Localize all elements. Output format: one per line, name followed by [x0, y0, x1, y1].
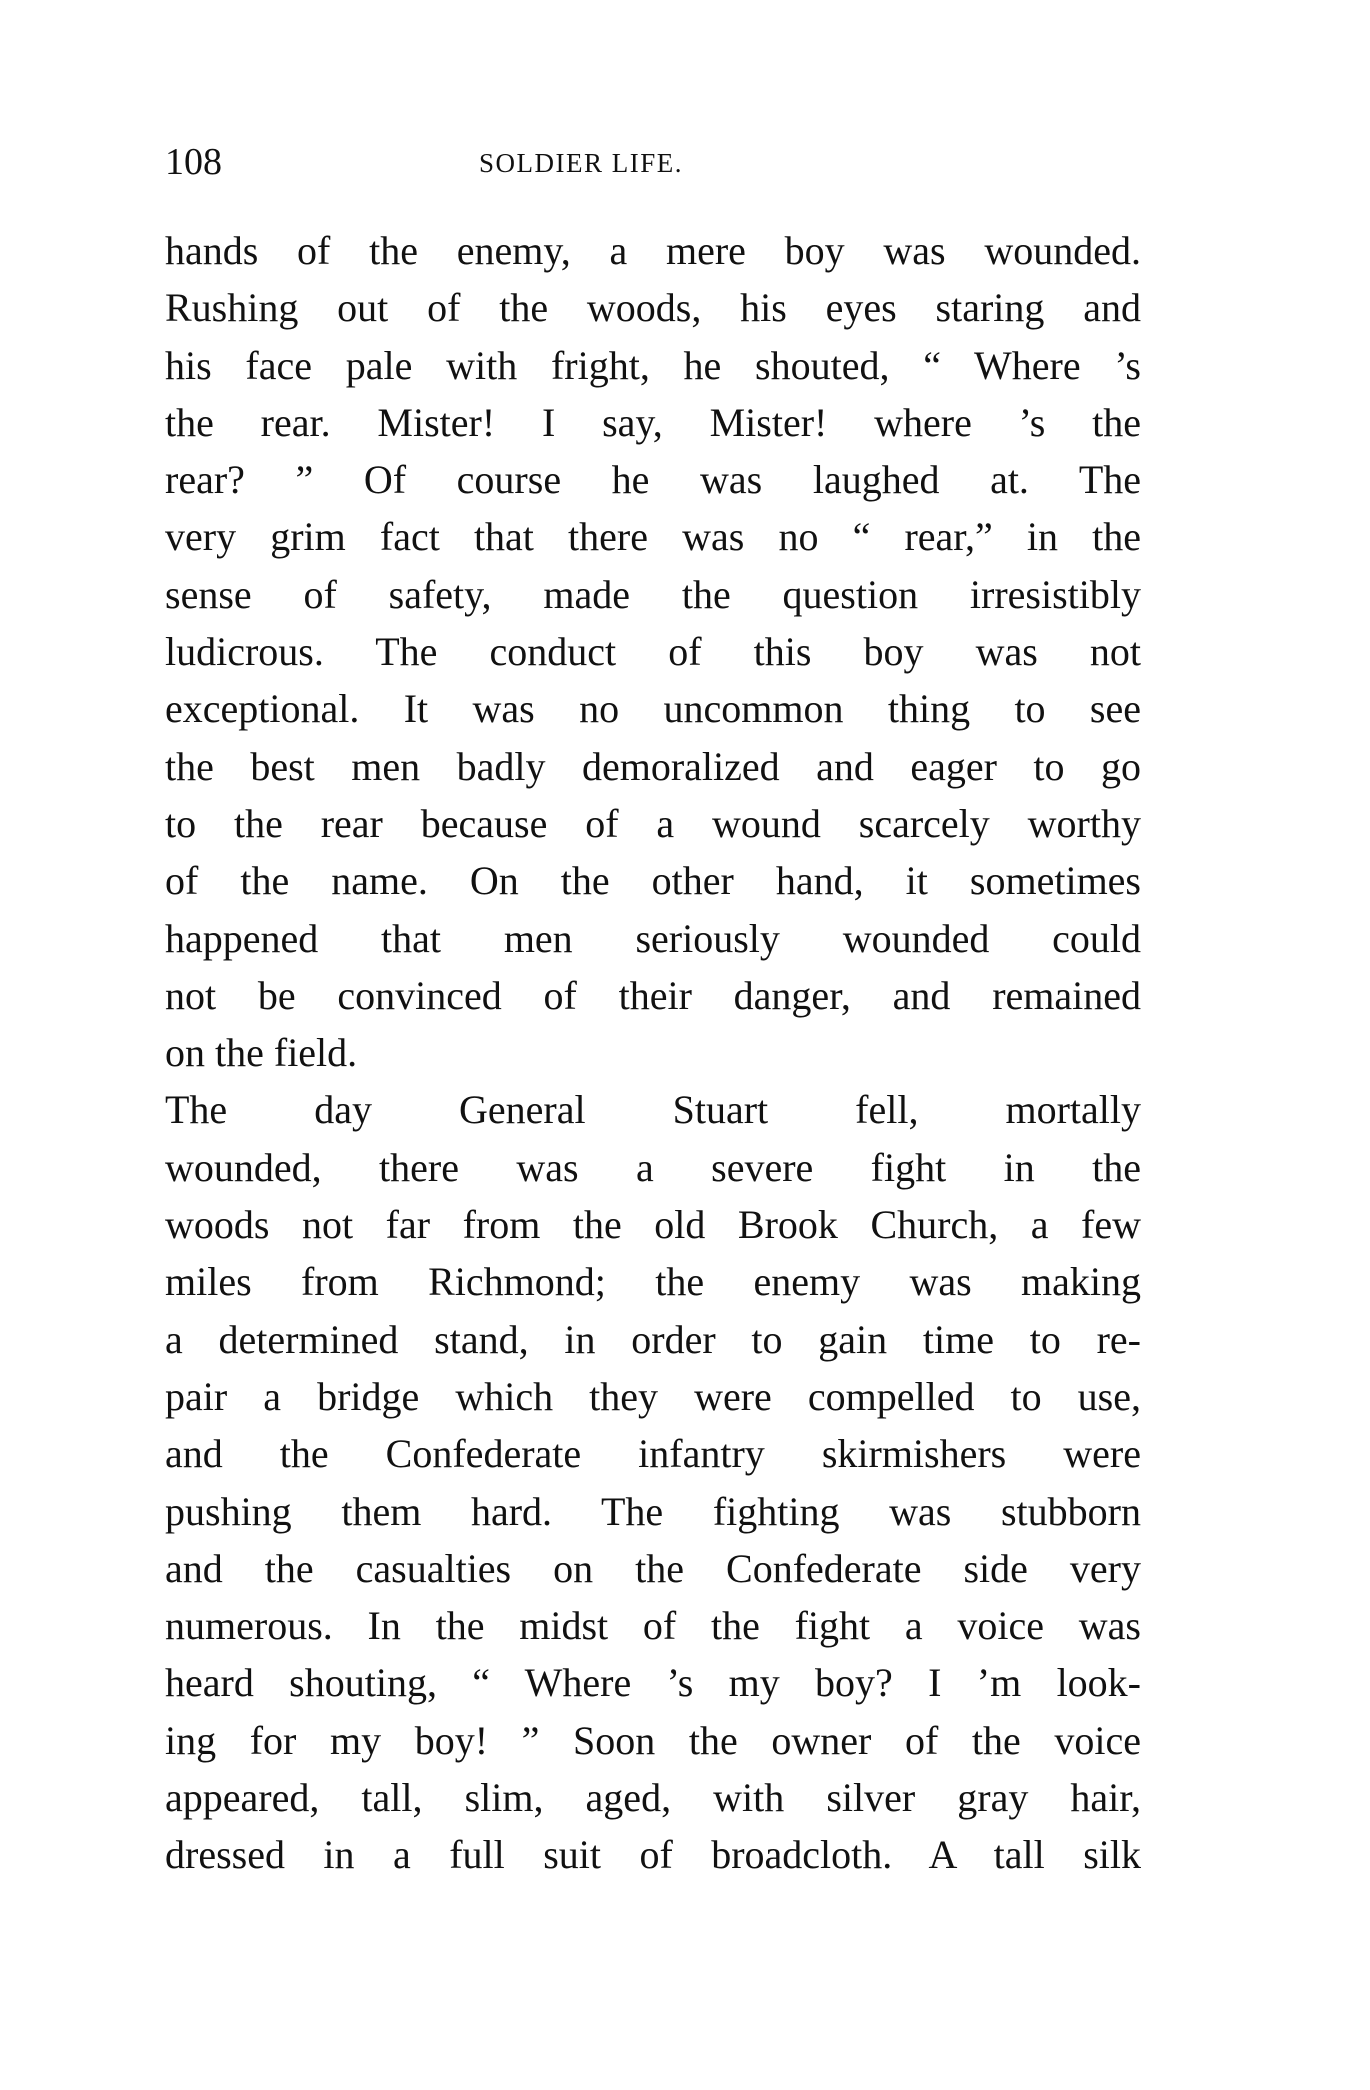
page-number: 108 — [165, 141, 222, 183]
text-line: hands of the enemy, a mere boy was wounded. — [165, 228, 1141, 273]
text-line: rear? ” Of course he was laughed at. The — [165, 457, 1141, 503]
text-line: dressed in a full suit of broadcloth. A tall silk — [165, 1832, 1141, 1878]
text-line: Rushing out of the woods, his eyes staring and — [165, 285, 1141, 331]
text-line: The day General Stuart fell, mortally — [165, 1087, 1141, 1133]
text-line: and the Confederate infantry skirmishers were — [165, 1431, 1141, 1477]
text-line: exceptional. It was no uncommon thing to see — [165, 686, 1141, 732]
paragraph — [165, 222, 1141, 1081]
text-line: the best men badly demoralized and eager to go — [165, 743, 1141, 789]
text-line: of the name. On the other hand, it sometimes — [165, 858, 1141, 904]
text-line: to the rear because of a wound scarcely worthy — [165, 800, 1141, 846]
text-line: woods not far from the old Brook Church, a few — [165, 1202, 1141, 1248]
text-line: pair a bridge which they were compelled to use, — [165, 1373, 1141, 1419]
text-line: pushing them hard. The fighting was stubborn — [165, 1488, 1141, 1534]
text-line: very grim fact that there was no “ rear,” in the — [165, 514, 1141, 560]
text-line: happened that men seriously wounded could — [165, 915, 1141, 961]
text-line: heard shouting, “ Where ’s my boy? I ’m look- — [165, 1660, 1141, 1706]
body-text — [165, 222, 1141, 1884]
text-line: not be convinced of their danger, and remained — [165, 972, 1141, 1018]
text-line: sense of safety, made the question irresistibly — [165, 571, 1141, 617]
text-line: the rear. Mister! I say, Mister! where ’s the — [165, 399, 1141, 445]
text-line: on the field. — [165, 1030, 358, 1076]
text-line: and the casualties on the Confederate side very — [165, 1545, 1141, 1591]
text-line: wounded, there was a severe fight in the — [165, 1144, 1141, 1190]
text-line: appeared, tall, slim, aged, with silver gray hair, — [165, 1775, 1141, 1821]
paragraph — [165, 1081, 1141, 1883]
text-line: his face pale with fright, he shouted, “ Where ’s — [165, 342, 1141, 388]
text-line: miles from Richmond; the enemy was making — [165, 1259, 1141, 1305]
text-line: a determined stand, in order to gain time to re- — [165, 1316, 1141, 1362]
running-title: SOLDIER LIFE. — [479, 148, 683, 178]
text-line: ludicrous. The conduct of this boy was not — [165, 629, 1141, 675]
text-line: ing for my boy! ” Soon the owner of the voice — [165, 1717, 1141, 1763]
text-line: numerous. In the midst of the fight a voice was — [165, 1603, 1141, 1649]
running-header — [165, 140, 1141, 190]
